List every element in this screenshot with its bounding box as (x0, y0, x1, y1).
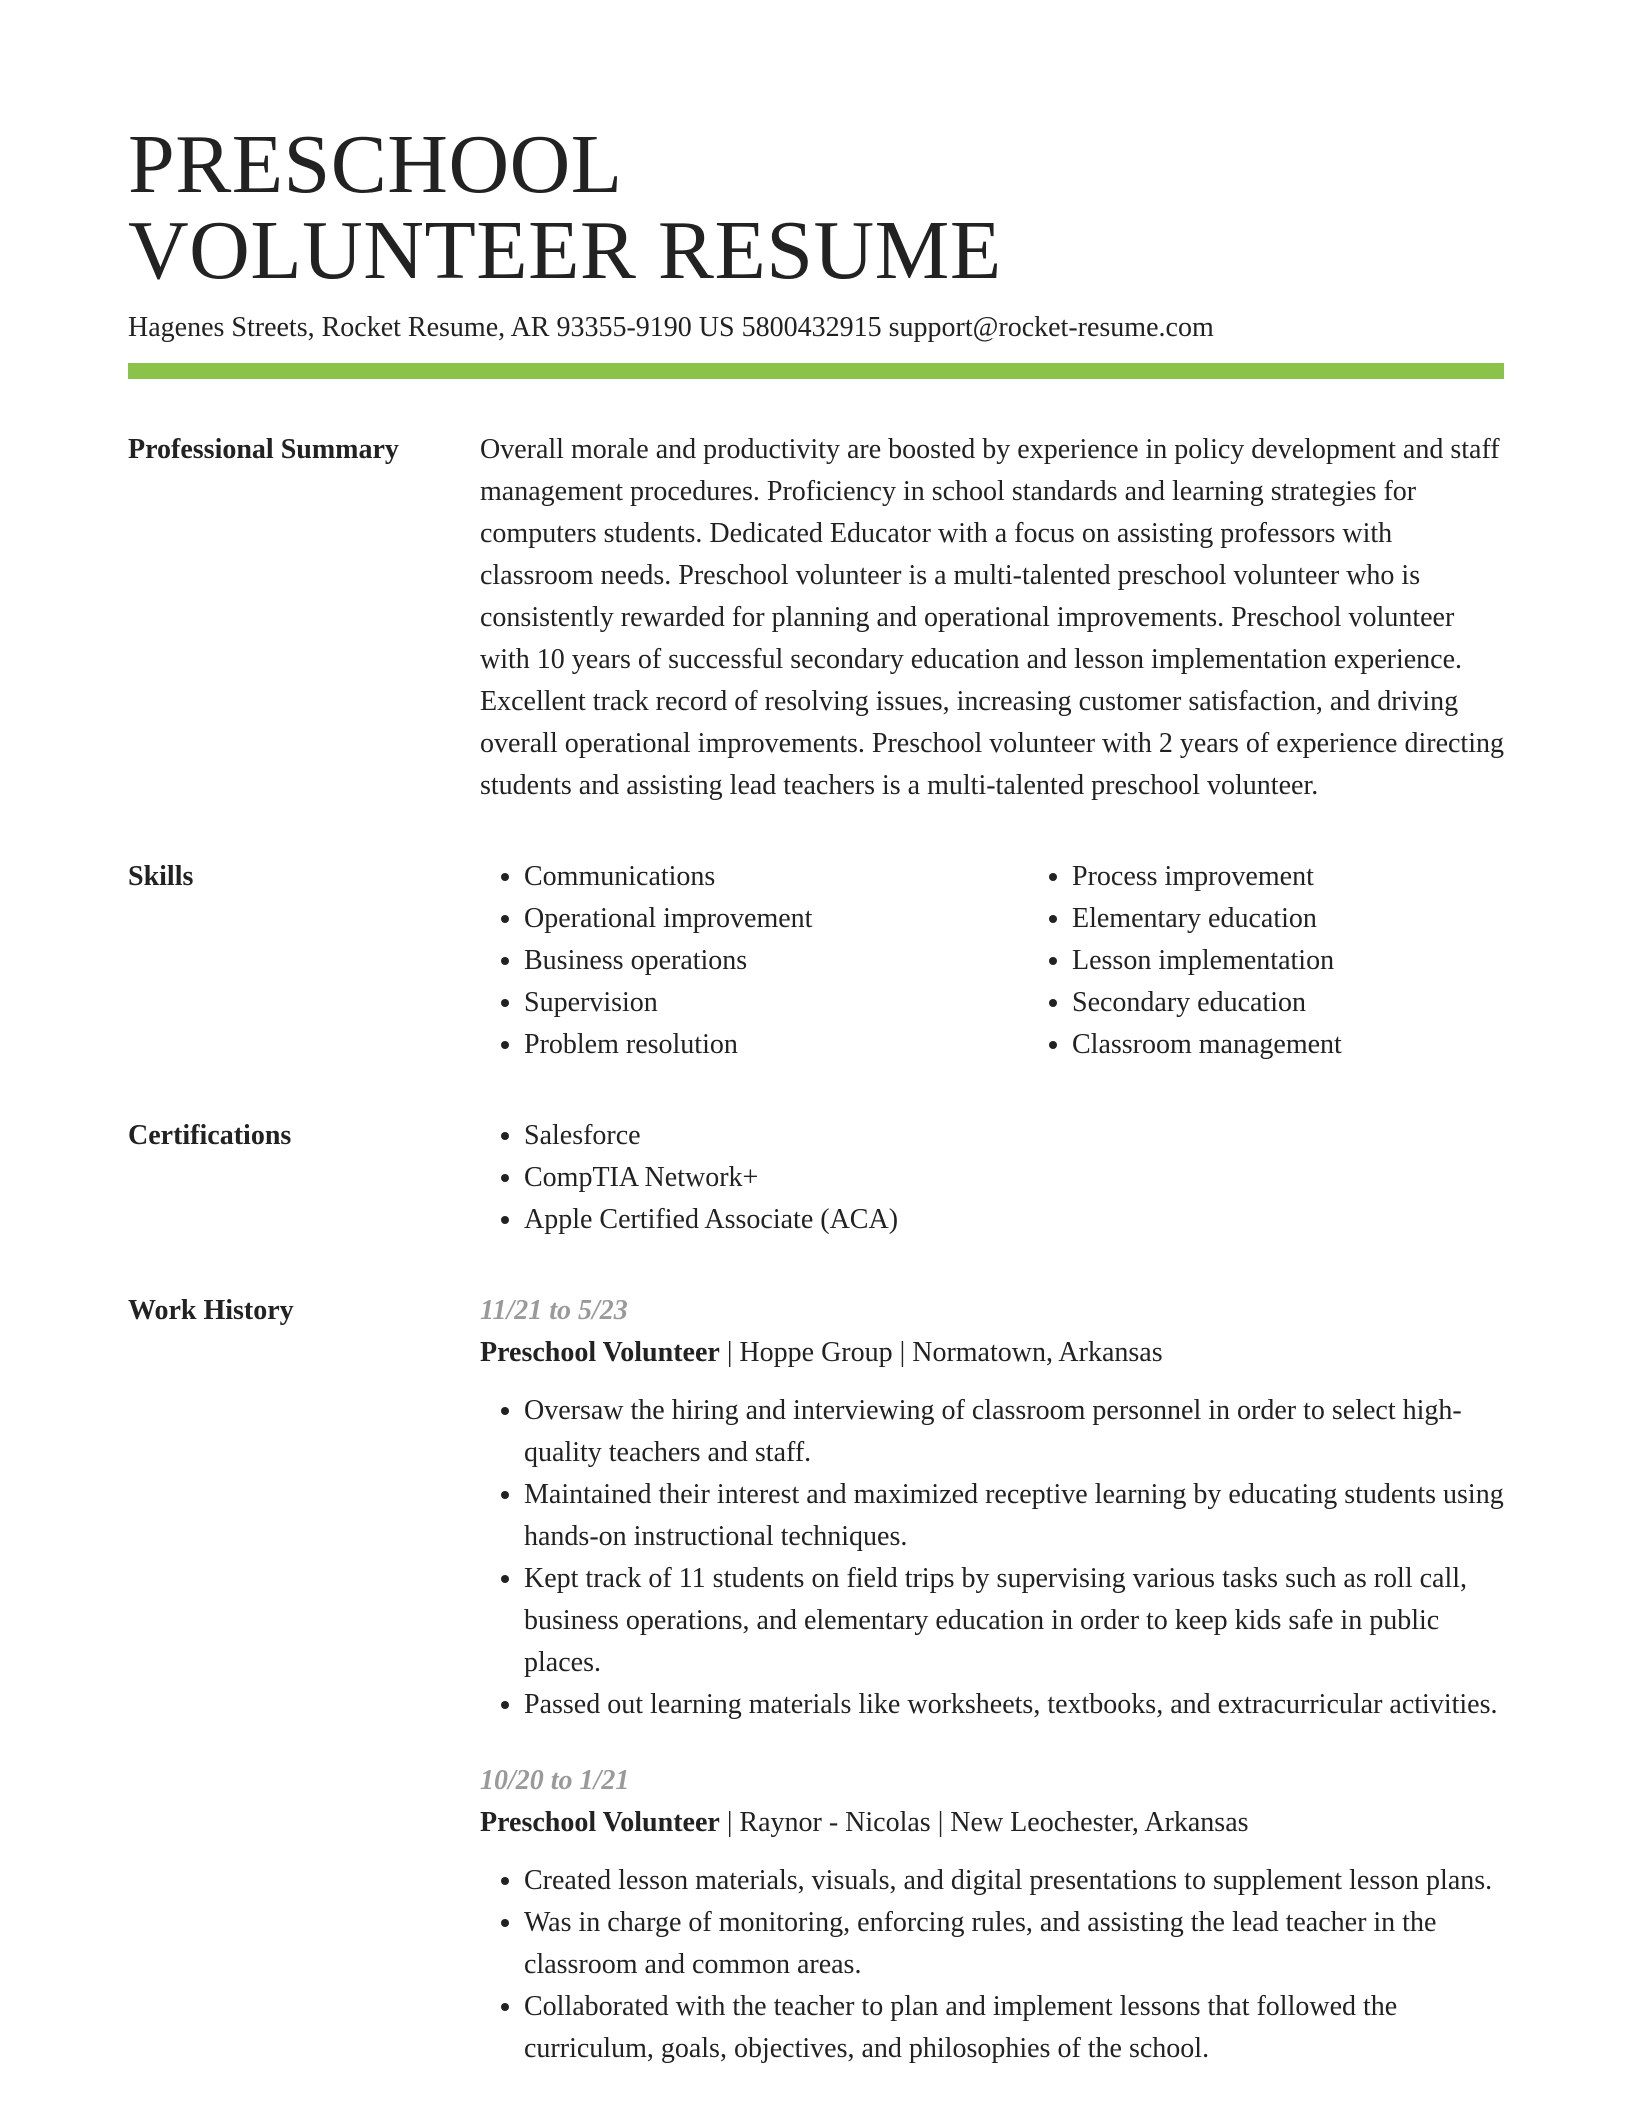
certification-item: • CompTIA Network+ (524, 1157, 1504, 1199)
skill-item: • Supervision (524, 982, 1028, 1024)
summary-body (480, 429, 1504, 807)
summary-text: Overall morale and productivity are boosted by experience in policy development and staff management procedures. Proficiency in school standards and learning strategies for computers students. Dedicated Educator with a focus on assisting professors with classroom needs. Preschool volunteer is a multi-talented preschool volunteer who is consistently rewarded for planning and operational improvements. Preschool volunteer with 10 years of successful secondary education and lesson implementation experience. Excellent track record of resolving issues, increasing customer satisfaction, and driving overall operational improvements. Preschool volunteer with 2 years of experience directing students and assisting lead teachers is a multi-talented preschool volunteer. (480, 434, 1504, 801)
job-title-line (480, 1802, 1504, 1844)
work-history-heading: Work History (128, 1295, 294, 1326)
skills-heading: Skills (128, 861, 194, 892)
certification-item: • Apple Certified Associate (ACA) (524, 1199, 1504, 1241)
job-bullets (480, 1860, 1504, 2070)
accent-divider (128, 363, 1504, 379)
contact-info: Hagenes Streets, Rocket Resume, AR 93355-9190 US 5800432915 support@rocket-resume.com (128, 312, 1214, 343)
certifications-list (480, 1115, 1504, 1241)
job-entry (480, 1290, 1504, 1726)
skills-column-2 (1028, 856, 1576, 1066)
skill-item: • Process improvement (1072, 856, 1576, 898)
skills-column-1 (480, 856, 1028, 1066)
job-title-line (480, 1332, 1504, 1374)
skill-item: • Elementary education (1072, 898, 1576, 940)
certifications-heading: Certifications (128, 1120, 292, 1151)
job-title: Preschool Volunteer (480, 1337, 720, 1368)
skill-item: • Communications (524, 856, 1028, 898)
job-title: Preschool Volunteer (480, 1807, 720, 1838)
certification-item: • Salesforce (524, 1115, 1504, 1157)
resume-title-line-1: PRESCHOOL (128, 118, 623, 211)
job-bullet: • Collaborated with the teacher to plan and implement lessons that followed the curriculum, goals, objectives, and philosophies of the school. (524, 1986, 1504, 2070)
work-history-body (480, 1290, 1504, 2070)
certifications-body (480, 1115, 1504, 1241)
skills-body (480, 856, 1576, 1066)
certifications-section (128, 1115, 1504, 1241)
job-bullets (480, 1390, 1504, 1726)
work-history-section (128, 1290, 1504, 2070)
job-employer-location: | Raynor - Nicolas | New Leochester, Arkansas (719, 1807, 1249, 1838)
skill-item: • Operational improvement (524, 898, 1028, 940)
summary-heading: Professional Summary (128, 434, 399, 465)
job-bullet: • Kept track of 11 students on field trips by supervising various tasks such as roll call, business operations, and elementary education in order to keep kids safe in public places. (524, 1558, 1504, 1684)
job-dates: 10/20 to 1/21 (480, 1765, 630, 1796)
job-bullet: • Passed out learning materials like worksheets, textbooks, and extracurricular activities. (524, 1684, 1504, 1726)
skill-item: • Lesson implementation (1072, 940, 1576, 982)
skill-item: • Problem resolution (524, 1024, 1028, 1066)
job-entry (480, 1760, 1504, 2070)
summary-section (128, 429, 1504, 807)
job-bullet: • Created lesson materials, visuals, and digital presentations to supplement lesson plans. (524, 1860, 1504, 1902)
job-bullet: • Was in charge of monitoring, enforcing rules, and assisting the lead teacher in the classroom and common areas. (524, 1902, 1504, 1986)
job-employer-location: | Hoppe Group | Normatown, Arkansas (719, 1337, 1163, 1368)
resume-title (128, 0, 1504, 297)
job-bullet: • Oversaw the hiring and interviewing of classroom personnel in order to select high-quality teachers and staff. (524, 1390, 1504, 1474)
resume-title-line-2: VOLUNTEER RESUME (128, 204, 1002, 297)
skills-section (128, 856, 1504, 1066)
skill-item: • Classroom management (1072, 1024, 1576, 1066)
job-bullet: • Maintained their interest and maximized receptive learning by educating students using hands-on instructional techniques. (524, 1474, 1504, 1558)
skill-item: • Business operations (524, 940, 1028, 982)
resume-page (128, 0, 1504, 2070)
skill-item: • Secondary education (1072, 982, 1576, 1024)
job-dates: 11/21 to 5/23 (480, 1295, 628, 1326)
